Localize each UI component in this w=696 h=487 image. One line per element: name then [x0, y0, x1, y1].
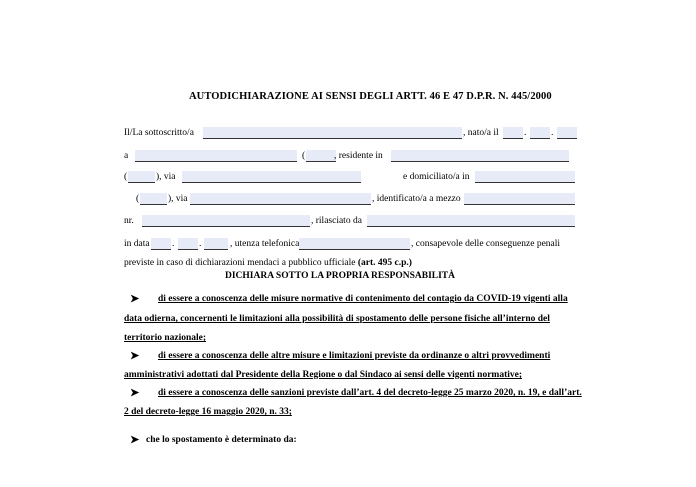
bullet-1-line-2: data odierna, concernenti le limitazioni alla possibilità di spostamento delle persone fisiche all’interno del — [124, 314, 550, 324]
bullet-3-line-1: di essere a conoscenza delle sanzioni previste dall’art. 4 del decreto-legge 25 marzo 2020, n. 19, e dall’art. — [158, 388, 582, 398]
domicilio-field[interactable] — [475, 171, 575, 183]
utenza-label: , utenza telefonica — [230, 239, 300, 249]
arrow-bullet-icon: ➤ — [130, 434, 140, 446]
rilasciato-label: , rilasciato da — [311, 216, 362, 226]
a-label: a — [124, 151, 129, 161]
via-label: ), via — [168, 194, 188, 204]
nato-il-label: , nato/a il — [463, 128, 499, 138]
open-paren: ( — [302, 151, 306, 161]
data-rilascio-day-field[interactable] — [151, 238, 171, 250]
open-paren: ( — [124, 172, 128, 182]
dot-separator: . — [172, 239, 175, 249]
nome-cognome-field[interactable] — [203, 127, 462, 139]
identificato-label: , identificato/a a mezzo — [372, 194, 461, 204]
previste-text — [124, 258, 412, 268]
documento-field[interactable] — [464, 193, 575, 205]
bullet-1-line-1: di essere a conoscenza delle misure normative di contenimento del contagio da COVID-19 vigenti alla — [158, 294, 568, 304]
via-residenza-field[interactable] — [182, 171, 361, 183]
data-rilascio-month-field[interactable] — [178, 238, 198, 250]
nr-label: nr. — [124, 216, 134, 226]
via-label: ), via — [156, 172, 176, 182]
bullet-2-line-2: amministrativi adottati dal Presidente della Regione o dal Sindaco ai sensi delle vigenti normative; — [124, 370, 523, 380]
previste-label: previste in caso di dichiarazioni mendaci a pubblico ufficiale — [124, 258, 356, 268]
sottoscritto-label: Il/La sottoscritto/a — [124, 128, 194, 138]
birth-month-field[interactable] — [530, 127, 550, 139]
in-data-label: in data — [124, 239, 150, 249]
luogo-nascita-field[interactable] — [135, 150, 297, 162]
document-title: AUTODICHIARAZIONE AI SENSI DEGLI ARTT. 46 E 47 D.P.R. N. 445/2000 — [189, 91, 552, 102]
bullet-3-line-2: 2 del decreto-legge 16 maggio 2020, n. 33; — [124, 407, 292, 417]
consapevole-label: , consapevole delle conseguenze penali — [411, 239, 561, 249]
birth-day-field[interactable] — [503, 127, 523, 139]
open-paren: ( — [136, 194, 140, 204]
via-domicilio-field[interactable] — [190, 193, 371, 205]
arrow-bullet-icon: ➤ — [130, 387, 140, 399]
arrow-bullet-icon: ➤ — [130, 293, 140, 305]
provincia-residenza-field[interactable] — [128, 171, 155, 183]
rilasciato-da-field[interactable] — [367, 215, 575, 227]
birth-year-field[interactable] — [557, 127, 577, 139]
numero-documento-field[interactable] — [142, 215, 310, 227]
bullet-4-line-1: che lo spostamento è determinato da: — [146, 435, 297, 445]
domicilio-label: e domiciliato/a in — [403, 172, 470, 182]
arrow-bullet-icon: ➤ — [130, 350, 140, 362]
data-rilascio-year-field[interactable] — [204, 238, 228, 250]
telefono-field[interactable] — [299, 238, 410, 250]
bullet-2-line-1: di essere a conoscenza delle altre misure e limitazioni previste da ordinanze o altri provvedimenti — [158, 351, 551, 361]
dot-separator: . — [551, 128, 554, 138]
dichiara-heading: DICHIARA SOTTO LA PROPRIA RESPONSABILITÀ — [225, 271, 455, 281]
dot-separator: . — [199, 239, 202, 249]
provincia-nascita-field[interactable] — [306, 150, 336, 162]
residenza-field[interactable] — [391, 150, 569, 162]
residente-label: , residente in — [334, 151, 383, 161]
bullet-1-line-3: territorio nazionale; — [124, 333, 207, 343]
art-reference: (art. 495 c.p.) — [357, 258, 412, 268]
provincia-domicilio-field[interactable] — [140, 193, 167, 205]
dot-separator: . — [524, 128, 527, 138]
